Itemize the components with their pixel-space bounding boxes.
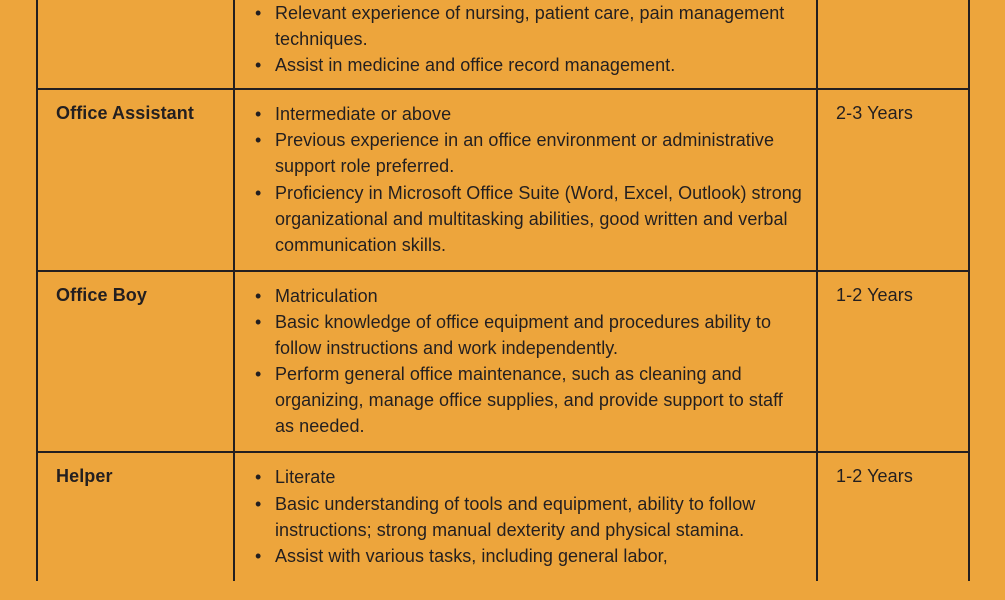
requirements-list xyxy=(249,101,802,258)
role-cell xyxy=(38,453,235,580)
experience-label: 1-2 Years xyxy=(836,284,913,305)
experience-cell xyxy=(818,90,968,270)
role-label: Office Assistant xyxy=(56,103,194,124)
experience-label: 1-2 Years xyxy=(836,466,913,487)
role-label: Helper xyxy=(56,466,113,487)
list-item: • Perform general office maintenance, such as cleaning and organizing, manage office supplies, and provide support to staff as needed. xyxy=(249,361,802,439)
table-row xyxy=(38,0,968,90)
list-item: • Matriculation xyxy=(249,283,802,309)
list-item: • Previous experience in an office environment or administrative support role preferred. xyxy=(249,127,802,179)
role-cell xyxy=(38,90,235,270)
experience-label: 2-3 Years xyxy=(836,103,913,124)
list-item: • Assist in medicine and office record management. xyxy=(249,52,802,78)
role-cell xyxy=(38,272,235,452)
role-label: Office Boy xyxy=(56,284,148,305)
list-item: • Proficiency in Microsoft Office Suite (Word, Excel, Outlook) strong organizational and multitasking abilities, good written and verbal communication skills. xyxy=(249,180,802,258)
requirements-cell xyxy=(235,272,818,452)
table-row xyxy=(38,90,968,272)
experience-cell xyxy=(818,0,968,88)
requirements-cell xyxy=(235,0,818,88)
list-item: • Literate xyxy=(249,464,802,490)
list-item: • Basic knowledge of office equipment and procedures ability to follow instructions and work independently. xyxy=(249,309,802,361)
table-row xyxy=(38,272,968,454)
requirements-list xyxy=(249,464,802,568)
list-item: • Basic understanding of tools and equipment, ability to follow instructions; strong manual dexterity and physical stamina. xyxy=(249,491,802,543)
requirements-cell xyxy=(235,453,818,580)
requirements-cell xyxy=(235,90,818,270)
list-item: • Assist with various tasks, including general labor, xyxy=(249,543,802,569)
list-item: • Relevant experience of nursing, patient care, pain management techniques. xyxy=(249,0,802,52)
list-item: • Intermediate or above xyxy=(249,101,802,127)
requirements-list xyxy=(249,0,802,78)
requirements-list xyxy=(249,283,802,440)
table-row xyxy=(38,453,968,580)
role-cell xyxy=(38,0,235,88)
experience-cell xyxy=(818,272,968,452)
experience-cell xyxy=(818,453,968,580)
job-requirements-table xyxy=(36,0,970,581)
